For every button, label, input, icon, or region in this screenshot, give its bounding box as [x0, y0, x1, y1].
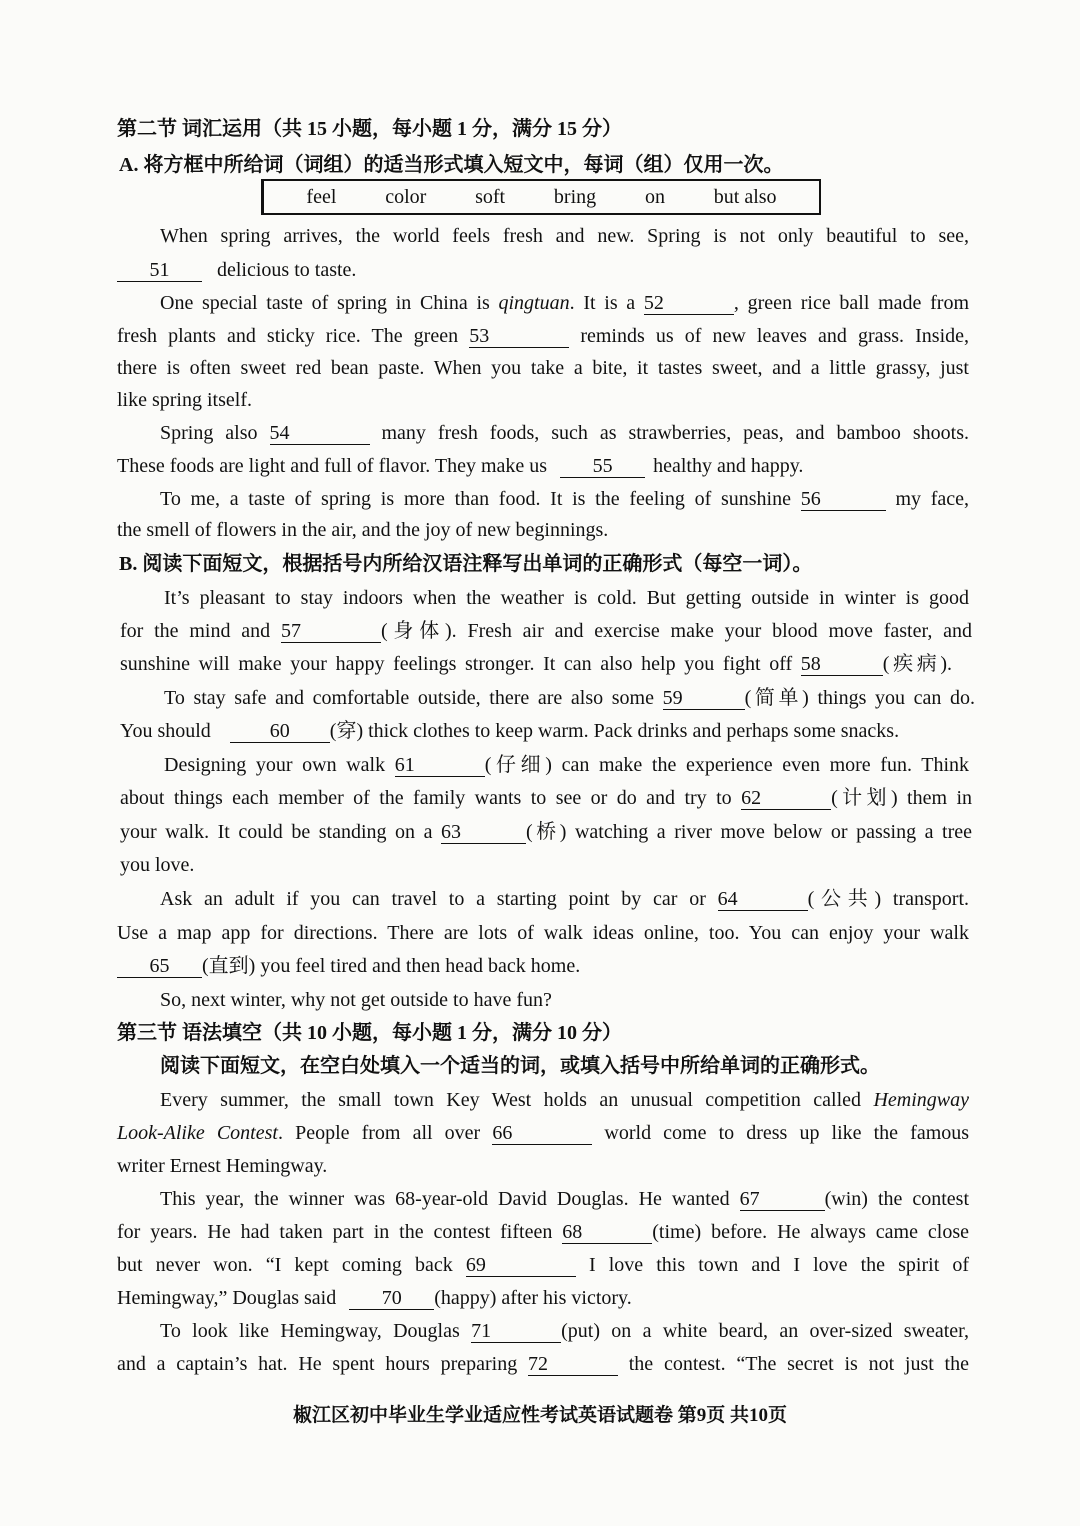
section3-heading: 第三节 语法填空（共 10 小题，每小题 1 分，满分 10 分） [117, 1022, 622, 1044]
blank-66: 66 [492, 1122, 592, 1145]
blank-58: 58 [801, 653, 883, 676]
passage-line: 51 delicious to taste. [117, 257, 969, 283]
word-box-item: on [644, 185, 665, 208]
word-box-item: bring [553, 185, 597, 208]
word-box [261, 179, 821, 215]
passage-line: To stay safe and comfortable outside, there are also some 59 (简单) things you can do. [164, 687, 975, 709]
passage-line: When spring arrives, the world feels fresh and new. Spring is not only beautiful to see, [160, 225, 969, 247]
blank-54: 54 [270, 422, 370, 445]
blank-53: 53 [469, 325, 569, 348]
blank-68: 68 [562, 1221, 652, 1244]
passage-line: like spring itself. [117, 389, 252, 411]
blank-57: 57 [281, 620, 381, 643]
passage-line: you love. [120, 854, 195, 876]
passage-line: sunshine will make your happy feelings stronger. It can also help you fight off 58 (疾病). [120, 653, 952, 675]
passage-line: and a captain’s hat. He spent hours preparing 72 the contest. “The secret is not just the [117, 1353, 969, 1375]
passage-line: One special taste of spring in China is qingtuan. It is a 52 , green rice ball made from [160, 292, 970, 314]
passage-line: there is often sweet red bean paste. When you take a bite, it tastes sweet, and a little grassy, just [117, 357, 969, 379]
passage-line: your walk. It could be standing on a 63 (桥) watching a river move below or passing a tree [120, 821, 972, 843]
passage-line: Look-Alike Contest. People from all over 66 world come to dress up like the famous [117, 1122, 970, 1144]
passage-line: To look like Hemingway, Douglas 71 (put) on a white beard, an over-sized sweater, [160, 1320, 970, 1342]
passage-line: but never won. “I kept coming back 69 I love this town and I love the spirit of [117, 1254, 970, 1276]
passage-line: So, next winter, why not get outside to have fun? [160, 989, 552, 1011]
partB-instruction: B. 阅读下面短文，根据括号内所给汉语注释写出单词的正确形式（每空一词）。 [119, 553, 813, 575]
passage-line: Spring also 54 many fresh foods, such as strawberries, peas, and bamboo shoots. [160, 422, 970, 444]
blank-52: 52 [644, 292, 734, 315]
blank-56: 56 [801, 488, 886, 511]
blank-71: 71 [471, 1320, 561, 1343]
passage-line: To me, a taste of spring is more than food. It is the feeling of sunshine 56 my face, [160, 488, 970, 510]
passage-line: These foods are light and full of flavor. They make us 55 healthy and happy. [117, 455, 804, 477]
blank-70: 70 [349, 1287, 434, 1310]
passage-line: 65 (直到) you feel tired and then head back home. [117, 953, 969, 979]
word-box-item: soft [475, 185, 506, 208]
passage-line: Every summer, the small town Key West holds an unusual competition called Hemingway [160, 1089, 969, 1111]
blank-67: 67 [740, 1188, 825, 1211]
word-box-item: color [385, 185, 427, 208]
blank-60: 60 [230, 720, 330, 743]
passage-line: This year, the winner was 68-year-old David Douglas. He wanted 67 (win) the contest [160, 1188, 970, 1210]
blank-69: 69 [466, 1254, 576, 1277]
blank-62: 62 [741, 787, 831, 810]
blank-63: 63 [441, 821, 526, 844]
passage-line: writer Ernest Hemingway. [117, 1155, 328, 1177]
blank-64: 64 [718, 888, 808, 911]
section3-instruction: 阅读下面短文，在空白处填入一个适当的词，或填入括号中所给单词的正确形式。 [160, 1055, 880, 1077]
passage-line: Use a map app for directions. There are lots of walk ideas online, too. You can enjoy your walk [117, 922, 969, 944]
passage-line: the smell of flowers in the air, and the joy of new beginnings. [117, 519, 609, 541]
section2-heading: 第二节 词汇运用（共 15 小题，每小题 1 分，满分 15 分） [117, 118, 622, 140]
blank-72: 72 [528, 1353, 618, 1376]
word-box-item: but also [713, 185, 777, 208]
blank-59: 59 [663, 687, 745, 710]
passage-line: for the mind and 57 (身体). Fresh air and exercise make your blood move faster, and [120, 620, 972, 642]
passage-line: Hemingway,” Douglas said 70 (happy) after his victory. [117, 1287, 632, 1309]
partA-instruction: A. 将方框中所给词（词组）的适当形式填入短文中，每词（组）仅用一次。 [119, 154, 784, 176]
passage-line: fresh plants and sticky rice. The green 53 reminds us of new leaves and grass. Inside, [117, 325, 970, 347]
passage-line: about things each member of the family wants to see or do and try to 62 (计划) them in [120, 787, 972, 809]
word-box-item: feel [306, 185, 337, 208]
passage-line: Ask an adult if you can travel to a starting point by car or 64 (公共) transport. [160, 888, 970, 910]
blank-55: 55 [560, 455, 645, 478]
blank-51: 51 [117, 259, 202, 282]
blank-61: 61 [395, 754, 485, 777]
blank-65: 65 [117, 955, 202, 978]
passage-line: You should 60 (穿) thick clothes to keep warm. Pack drinks and perhaps some snacks. [120, 720, 900, 742]
passage-line: It’s pleasant to stay indoors when the weather is cold. But getting outside in winter is good [164, 587, 969, 609]
passage-line: Designing your own walk 61 (仔细) can make the experience even more fun. Think [164, 754, 970, 776]
page-footer: 椒江区初中毕业生学业适应性考试英语试题卷 第9页 共10页 [292, 1405, 787, 1426]
passage-line: for years. He had taken part in the contest fifteen 68 (time) before. He always came close [117, 1221, 969, 1243]
